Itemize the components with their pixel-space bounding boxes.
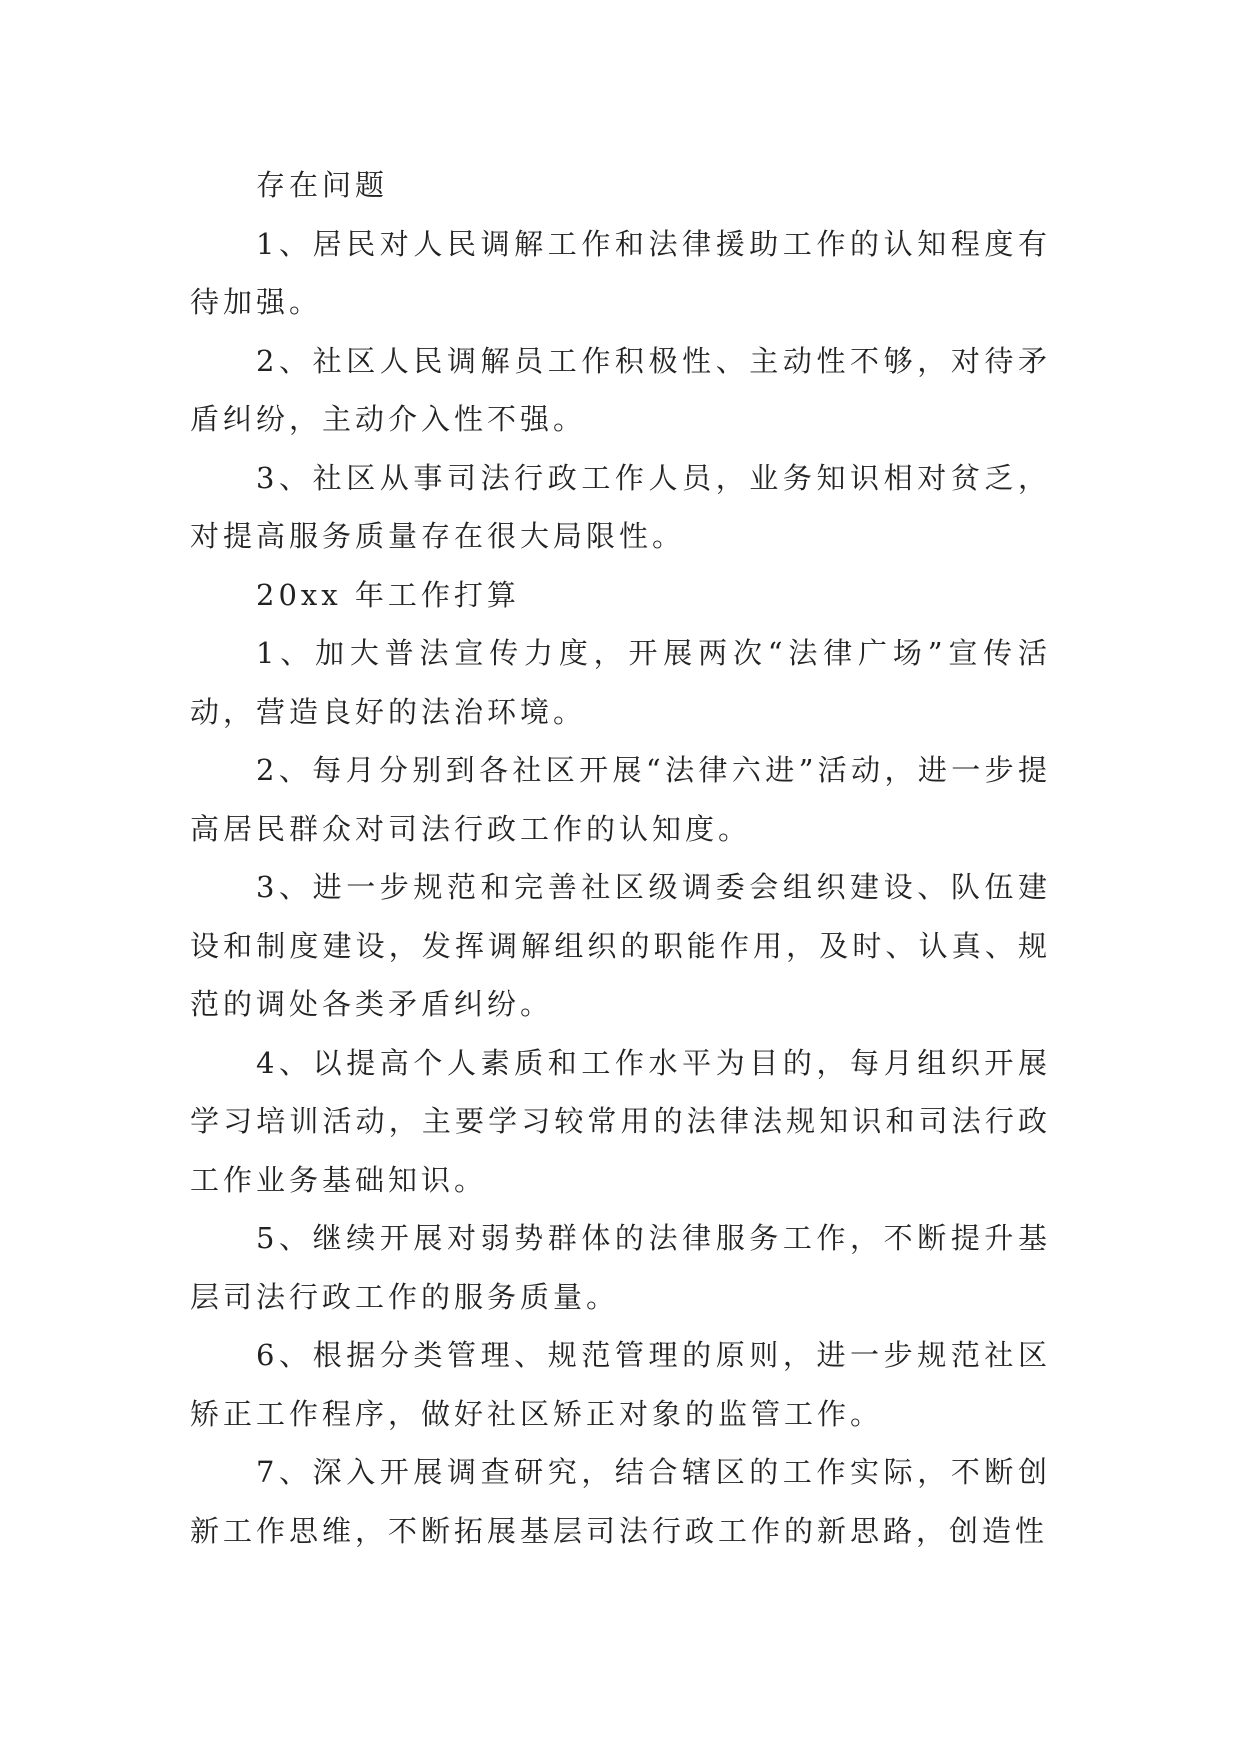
plan-item-1: 1、加大普法宣传力度，开展两次“法律广场”宣传活动，营造良好的法治环境。 <box>190 636 1051 729</box>
document-body <box>190 156 1051 1560</box>
plan-item-4: 4、以提高个人素质和工作水平为目的，每月组织开展学习培训活动，主要学习较常用的法律法规知识和司法行政工作业务基础知识。 <box>190 1045 1051 1197</box>
plan-item-7: 7、深入开展调查研究，结合辖区的工作实际，不断创新工作思维，不断拓展基层司法行政工作的新思路，创造性 <box>190 1455 1051 1548</box>
problem-item-1: 1、居民对人民调解工作和法律援助工作的认知程度有待加强。 <box>190 226 1051 319</box>
plan-item-5: 5、继续开展对弱势群体的法律服务工作，不断提升基层司法行政工作的服务质量。 <box>190 1221 1051 1314</box>
plan-item-6: 6、根据分类管理、规范管理的原则，进一步规范社区矫正工作程序，做好社区矫正对象的监管工作。 <box>190 1338 1051 1431</box>
plan-item-2: 2、每月分别到各社区开展“法律六进”活动，进一步提高居民群众对司法行政工作的认知度。 <box>190 753 1051 846</box>
section-heading-plan: 20xx 年工作打算 <box>256 577 520 612</box>
problem-item-3: 3、社区从事司法行政工作人员，业务知识相对贫乏，对提高服务质量存在很大局限性。 <box>190 460 1051 553</box>
plan-item-3: 3、进一步规范和完善社区级调委会组织建设、队伍建设和制度建设，发挥调解组织的职能作用，及时、认真、规范的调处各类矛盾纠纷。 <box>190 870 1051 1021</box>
section-heading-problems: 存在问题 <box>256 168 389 202</box>
problem-item-2: 2、社区人民调解员工作积极性、主动性不够，对待矛盾纠纷，主动介入性不强。 <box>190 343 1051 436</box>
